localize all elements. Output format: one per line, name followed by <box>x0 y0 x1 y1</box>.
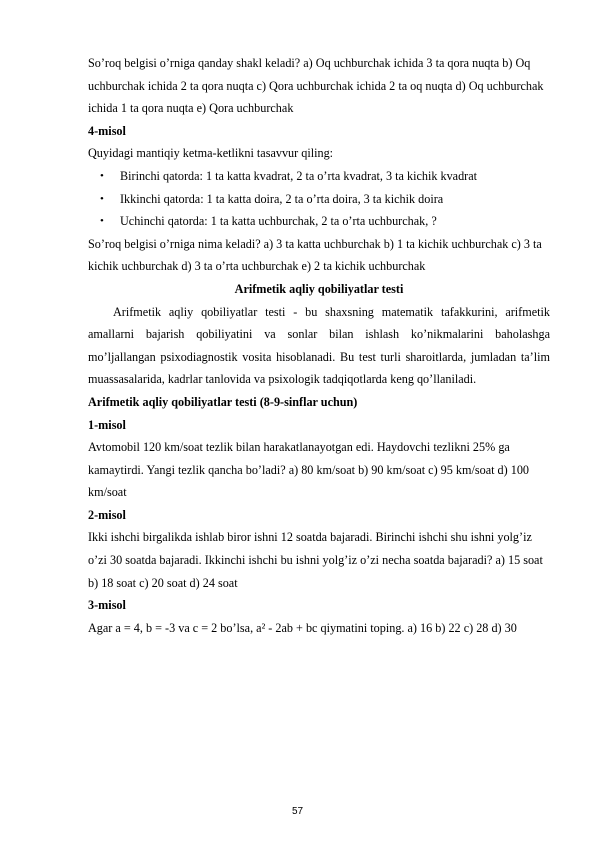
question-text: So’roq belgisi o’rniga qanday shakl keladi? a) Oq uchburchak ichida 3 ta qora nuqta b) Oq uchburchak ichida 2 ta qora nuqta c) Qora uchburchak ichida 2 ta oq nuqta d) Oq uchburchak ichida 1 ta qora nuqta e) Qora uchburchak <box>88 56 544 116</box>
example-heading: 1-misol <box>88 417 126 432</box>
question-text: Agar a = 4, b = -3 va c = 2 bo’lsa, a² - 2ab + bc qiymatini toping. a) 16 b) 22 c) 28 d) 30 <box>88 620 517 635</box>
instruction-text: Quyidagi mantiqiy ketma-ketlikni tasavvur qiling: <box>88 146 334 161</box>
section-title: Arifmetik aqliy qobiliyatlar testi <box>234 281 404 296</box>
example-heading: 4-misol <box>88 123 126 138</box>
page-number: 57 <box>291 806 304 817</box>
list-item: • Birinchi qatorda: 1 ta katta kvadrat, 2 ta o’rta kvadrat, 3 ta kichik kvadrat <box>88 165 550 188</box>
document-page <box>88 52 550 639</box>
example-heading: 3-misol <box>88 598 126 613</box>
question-text: Ikki ishchi birgalikda ishlab biror ishni 12 soatda bajaradi. Birinchi ishchi shu ishni yolg’iz o’zi 30 soatda bajaradi. Ikkinchi ishchi bu ishni yolg’iz o’zi necha soatda bajaradi? a) 15 soat b) 18 soat c) 20 soat d) 24 soat <box>88 530 543 590</box>
list-item: • Uchinchi qatorda: 1 ta katta uchburchak, 2 ta o’rta uchburchak, ? <box>88 210 550 233</box>
bullet-list <box>88 165 550 233</box>
subsection-title: Arifmetik aqliy qobiliyatlar testi (8-9-sinflar uchun) <box>88 394 358 409</box>
list-item: • Ikkinchi qatorda: 1 ta katta doira, 2 ta o’rta doira, 3 ta kichik doira <box>88 188 550 211</box>
example-heading: 2-misol <box>88 507 126 522</box>
body-paragraph: Arifmetik aqliy qobiliyatlar testi - bu shaxsning matematik tafakkurini, arifmetik amallarni bajarish qobiliyatini va sonlar bilan ishlash ko’nikmalarini baholashga mo’ljallangan psixodiagnostik vosita hisoblanadi. Bu test turli sharoitlarda, jumladan ta’lim muassasalarida, kadrlar tanlovida va psixologik tadqiqotlarda keng qo’llaniladi. <box>88 304 550 387</box>
question-text: Avtomobil 120 km/soat tezlik bilan harakatlanayotgan edi. Haydovchi tezlikni 25% ga kamaytirdi. Yangi tezlik qancha bo’ladi? a) 80 km/soat b) 90 km/soat c) 95 km/soat d) 100 km/soat <box>88 440 530 500</box>
question-text: So’roq belgisi o’rniga nima keladi? a) 3 ta katta uchburchak b) 1 ta kichik uchburchak c) 3 ta kichik uchburchak d) 3 ta o’rta uchburchak e) 2 ta kichik uchburchak <box>88 236 542 274</box>
